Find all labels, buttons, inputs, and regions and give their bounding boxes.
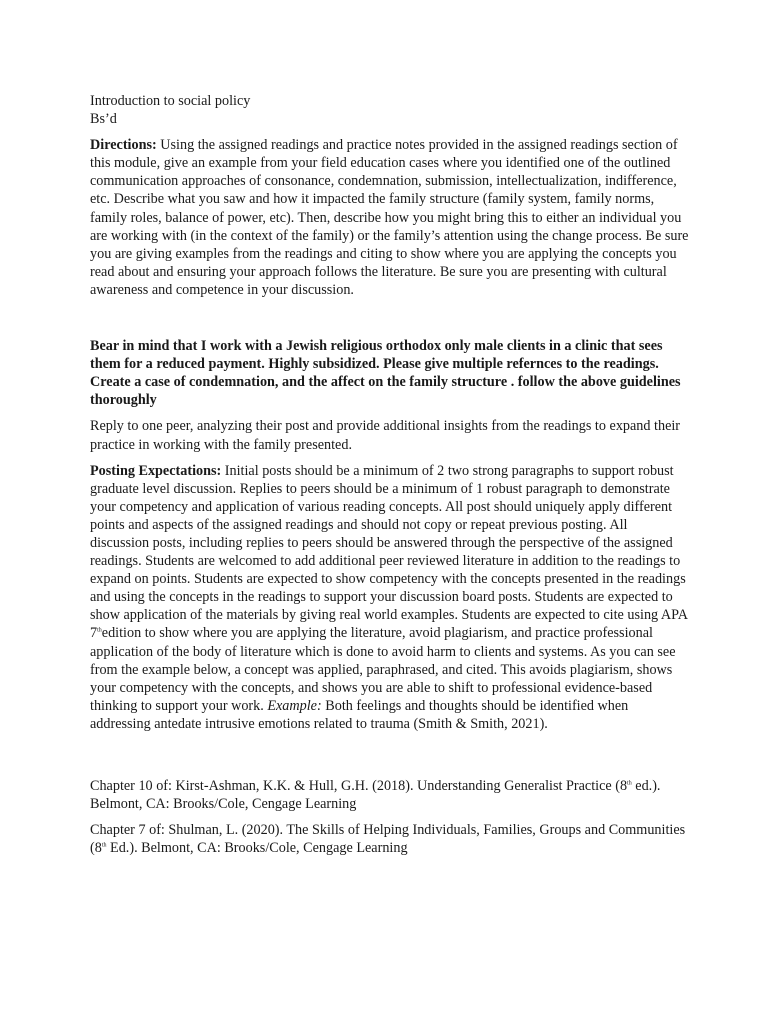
- reference-1-text-2: ed.). Belmont, CA: Brooks/Cole, Cengage Learning: [90, 778, 661, 813]
- header-subtitle: Bs’d: [90, 111, 117, 128]
- posting-label: Posting Expectations:: [90, 462, 222, 479]
- note-text: Bear in mind that I work with a Jewish religious orthodox only male clients in a clinic that sees them for a reduced payment. Highly subsidized. Please give multiple refernces to the readings. Create a case of condemnation, and the affect on the family structure . follow the above guidelines thoroughly: [90, 338, 681, 409]
- posting-text-2: edition to show where you are applying the literature, avoid plagiarism, and practice professional application of the body of literature which is done to avoid harm to clients and systems. As you can see from the example below, a concept was applied, paraphrased, and cited. This avoids plagiarism, shows your competency with the concepts, and shows you are able to shift to professional evidence-based thinking to support your work.: [90, 625, 676, 714]
- reference-item: [90, 777, 690, 813]
- posting-text-1: Initial posts should be a minimum of 2 two strong paragraphs to support robust graduate level discussion. Replies to peers should be a minimum of 1 robust paragraph to demonstrate your competency and application of various reading concepts. All post should uniquely apply different points and aspects of the assigned readings and should not copy or repeat previous posting. All discussion posts, including replies to peers should be answered through the perspective of the assigned readings. Students are welcomed to add additional peer reviewed literature in addition to the readings to expand on points. Students are expected to show competency with the concepts presented in the readings and using the concepts in the readings to support your discussion board posts. Students are expected to show application of the materials by giving real world examples. Students are expected to cite using APA 7: [90, 462, 688, 642]
- posting-superscript: th: [97, 627, 102, 634]
- reference-1-superscript: th: [627, 780, 632, 787]
- document-page: [90, 92, 690, 865]
- reference-2-superscript: th: [101, 842, 107, 849]
- directions-label: Directions:: [90, 137, 157, 154]
- references-list: [90, 777, 690, 857]
- reference-1-text-1: Chapter 10 of: Kirst-Ashman, K.K. & Hull, G.H. (2018). Understanding Generalist Practice (8: [90, 778, 628, 794]
- posting-expectations-paragraph: [90, 462, 690, 733]
- reference-2-text-1: Chapter 7 of: Shulman, L. (2020). The Skills of Helping Individuals, Families, Groups and Communities (8: [90, 822, 686, 857]
- document-header: [90, 92, 690, 128]
- example-label: Example:: [267, 697, 322, 714]
- reply-paragraph: Reply to one peer, analyzing their post and provide additional insights from the readings to expand their practice in working with the family presented.: [90, 418, 681, 453]
- example-text: Both feelings and thoughts should be identified when addressing antedate intrusive emotions related to trauma (Smith & Smith, 2021).: [90, 697, 629, 732]
- note-paragraph: [90, 337, 690, 409]
- course-title: Introduction to social policy: [90, 93, 251, 109]
- directions-text: Using the assigned readings and practice notes provided in the assigned readings section of this module, give an example from your field education cases where you identified one of the outlined communication approaches of consonance, condemnation, submission, intellectualization, indifference, etc. Describe what you saw and how it impacted the family structure (family system, family norms, family roles, balance of power, etc). Then, describe how you might bring this to either an individual you are working with (in the context of the family) or the family’s attention using the change process. Be sure you are giving examples from the readings and citing to show where you are applying the concepts you read about and ensuring your approach follows the literature. Be sure you are presenting with cultural awareness and competence in your discussion.: [90, 137, 689, 298]
- reference-item: [90, 821, 690, 857]
- directions-paragraph: [90, 136, 690, 299]
- reference-2-text-2: Ed.). Belmont, CA: Brooks/Cole, Cengage Learning: [106, 840, 408, 857]
